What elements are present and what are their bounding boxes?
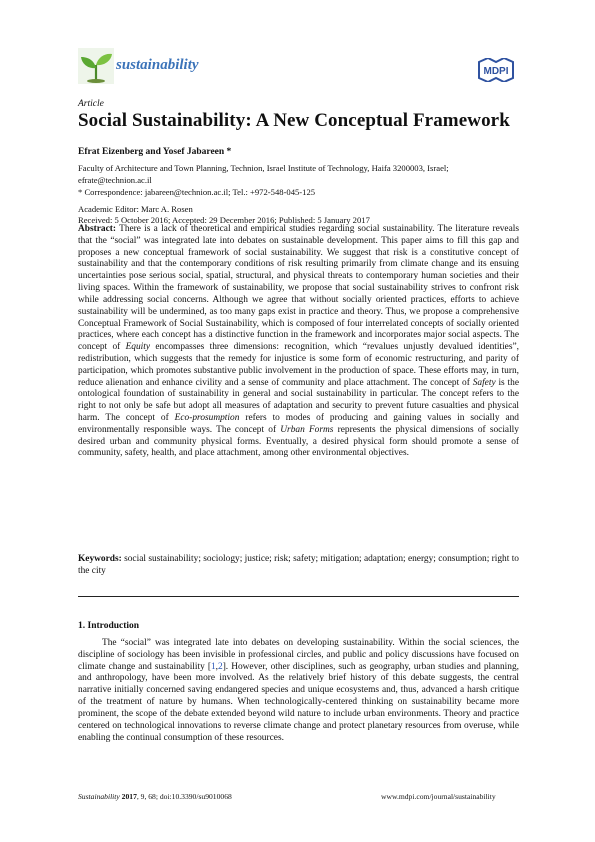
abstract-text-3: is the ontological foundation of sustainability in general and social sustainability in particular. The concept refers to the right to not only be safe but adopt all measures of adaptation and security to prevent future casualties and physical harm. The concept of [78,377,519,423]
abstract-term-equity: Equity [125,342,151,353]
citation-link-2[interactable]: 2 [218,661,223,672]
academic-editor: Academic Editor: Marc A. Rosen [78,204,193,214]
journal-name: sustainability [116,57,199,73]
abstract-term-urban-forms: Urban Forms [280,424,334,435]
introduction-paragraph [78,638,519,744]
keywords-text: social sustainability; sociology; justice; risk; safety; mitigation; adaptation; energy; consumption; right to the city [78,554,519,576]
article-type: Article [78,99,104,109]
section-heading-introduction: 1. Introduction [78,621,140,631]
footer-year: 2017 [121,792,137,801]
abstract-label: Abstract: [78,224,117,234]
abstract-term-eco-prosumption: Eco-prosumption [174,413,240,423]
intro-text-1: The “social” was integrated late into debates on developing sustainability. Within the social sciences, the discipline of sociology has been invisible in professional circles, and public and policy discussions have focused on climate change and sustainability [ [78,638,519,672]
authors: Efrat Eizenberg and Yosef Jabareen * [78,147,232,157]
abstract-term-safety: Safety [472,377,496,388]
intro-text-2: ]. However, other disciplines, such as geography, urban studies and planning, and anthropology, have been more involved. As the relatively brief history of this debate suggests, the central narrative initially concerned saving endangered species and unique ecosystems and, thus, advanced a harsh critique of the treatment of nature by humans. When technologically-centered thinking on sustainability became more prominent, the scope of the debate extended beyond wild nature to include urban environments. Theory and practice centered on technological innovations to reverse climate change and protect planetary resources from overuse, while enabling the continual consumption of these resources. [78,661,519,743]
footer-url[interactable]: www.mdpi.com/journal/sustainability [381,792,496,801]
affiliation-line-1: Faculty of Architecture and Town Planning, Technion, Israel Institute of Technology, Haifa 3200003, Israel; [78,163,449,173]
abstract-text-5: represents the physical dimensions of socially desired urban and community physical forms. Eventually, a desired physical form should promote a sense of community, safety, health, and place attachment, among other environmental objectives. [78,424,519,459]
section-divider [78,596,519,597]
keywords-label: Keywords: [78,554,122,564]
abstract [78,224,519,460]
abstract-text-4: refers to modes of producing and gaining values in socially and environmentally responsible ways. The concept of [78,413,519,435]
keywords [78,553,519,577]
abstract-text-2: encompasses three dimensions: recognition, which “revalues unjustly devalued identities”, redistribution, which suggests that the remedy for injustice is some form of economic restructuring, and parity of participation, which promotes substantive public involvement in the production of space. These efforts may, in turn, reduce alienation and enhance civility and a sense of community and place attachment. The concept of [78,342,519,388]
footer-citation [78,792,232,801]
sprout-icon [78,48,114,84]
page-title: Social Sustainability: A New Conceptual Framework [78,110,510,131]
mdpi-logo [475,58,517,82]
affiliation-line-2: efrate@technion.ac.il [78,175,152,185]
citation-link-1[interactable]: 1 [210,661,216,672]
mdpi-logo-text: MDPI [483,66,509,77]
abstract-text-1: There is a lack of theoretical and empirical studies regarding social sustainability. The literature reveals that the “social” was integrated late into debates on sustainable development. This paper aims to fill this gap and proposes a new conceptual framework of social sustainability. We suggest that risk is a constitutive concept of sustainability and that the contemporary conditions of risk resulting primarily from climate change and its ensuing uncertainties pose serious social, spatial, structural, and physical threats to contemporary human societies and their living spaces. Within the framework of sustainability, we propose that social sustainability strives to confront risk while addressing social concerns. Although we agree that without socially oriented practices, efforts to achieve sustainability will be undermined, as too many gaps exist in practice and theory. Thus, we propose a comprehensive Conceptual Framework of Social Sustainability, which is composed of four interrelated concepts of socially oriented practices, where each concept has a distinctive function in the framework and incorporates major social aspects. The concept of [78,224,519,353]
correspondence: * Correspondence: jabareen@technion.ac.il; Tel.: +972-548-045-125 [78,187,316,197]
publication-dates: Received: 5 October 2016; Accepted: 29 December 2016; Published: 5 January 2017 [78,215,370,225]
citation-separator: , [215,661,218,672]
footer-doi: , 9, 68; doi:10.3390/su9010068 [136,792,232,801]
footer-journal: Sustainability [78,792,120,801]
